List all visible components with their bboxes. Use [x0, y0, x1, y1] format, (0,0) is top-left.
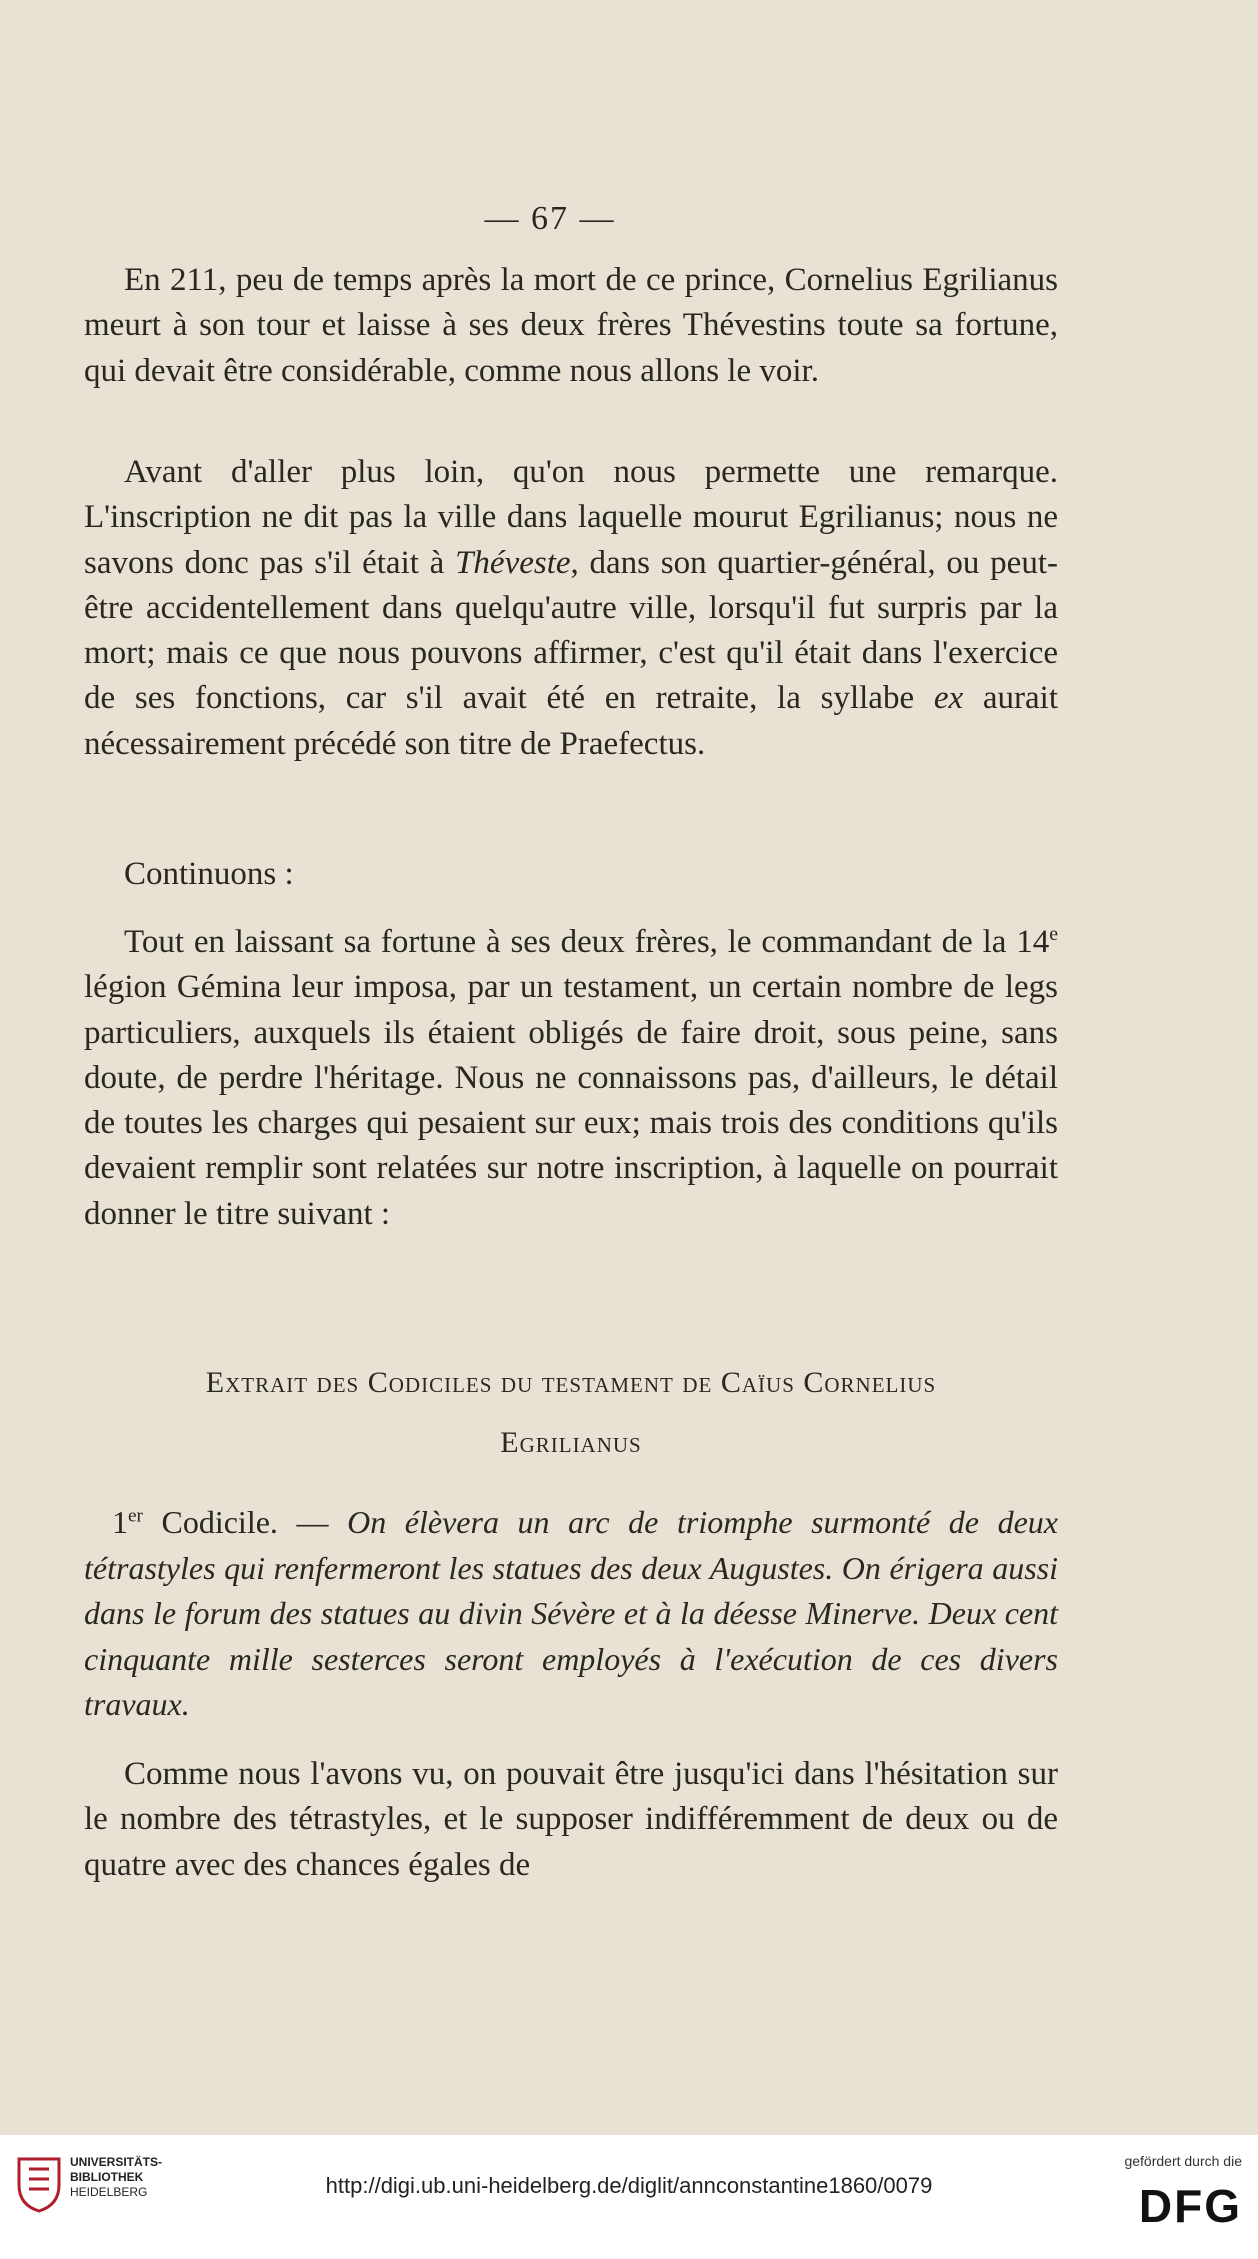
codicile-sup: er — [128, 1505, 143, 1527]
paragraph-2-part2: , dans son quartier-général, ou peut-être accidentellement dans quelqu'autre ville, lorsqu'il fut surpris par la mort; mais ce que nous pouvons affirmer, c'est qu'il était dans l'exercice de ses fonctions, car s'il avait été en retraite, la syllabe — [84, 544, 1058, 717]
ex-italic: ex — [933, 680, 964, 717]
section-heading — [84, 1353, 1058, 1473]
paragraph-4 — [84, 920, 1058, 1237]
paragraph-5 — [84, 1752, 1058, 1888]
paragraph-3 — [84, 852, 1058, 897]
codicile-paragraph — [84, 1500, 1058, 1728]
paragraph-1 — [84, 258, 1058, 394]
paragraph-4-sup: e — [1049, 923, 1058, 945]
funding-label: gefördert durch die — [1124, 2153, 1242, 2169]
page-number: — 67 — — [484, 200, 616, 237]
dfg-logo: DFG — [1138, 2180, 1242, 2232]
paragraph-4-part2: légion Gémina leur imposa, par un testament, un certain nombre de legs particuliers, auxquels ils étaient obligés de faire droit, sous peine, sans doute, de perdre l'héritage. Nous ne connaissons pas, d'ailleurs, le détail de toutes les charges qui pesaient sur eux; mais trois des conditions qu'ils devaient remplir sont relatées sur notre inscription, à laquelle on pourrait donner le titre suivant : — [84, 969, 1058, 1232]
source-url[interactable]: http://digi.ub.uni-heidelberg.de/diglit/annconstantine1860/0079 — [325, 2173, 933, 2198]
paragraph-2-part1: Avant d'aller plus loin, qu'on nous permette une remarque. L'inscription ne dit pas la ville dans laquelle mourut Egrilianus; nous ne savons donc pas s'il était à — [84, 454, 1058, 581]
theveste-italic: Théveste — [455, 544, 571, 581]
codicile-text: On élèvera un arc de triomphe surmonté de deux tétrastyles qui renfermeront les statues des deux Augustes. On érigera aussi dans le forum des statues au divin Sévère et à la déesse Minerve. Deux cent cinquante mille sesterces seront employés à l'exécution de ces divers travaux. — [84, 1504, 1059, 1722]
footer-bar — [0, 2135, 1258, 2259]
codicile-label: Codicile. — — [142, 1504, 348, 1540]
library-name: UNIVERSITÄTS- BIBLIOTHEK HEIDELBERG — [70, 2155, 163, 2199]
paragraph-4-part1: Tout en laissant sa fortune à ses deux frères, le commandant de la 14 — [124, 924, 1050, 960]
codicile-number: 1 — [112, 1504, 128, 1540]
paragraph-5-text: Comme nous l'avons vu, on pouvait être jusqu'ici dans l'hésitation sur le nombre des tétrastyles, et le supposer indifféremment de deux ou de quatre avec des chances égales de — [84, 1756, 1058, 1883]
paragraph-2-part3: aurait nécessairement précédé son titre de Praefectus. — [84, 680, 1059, 762]
paragraph-2 — [84, 450, 1058, 767]
paragraph-3-text: Continuons : — [124, 856, 294, 892]
paragraph-1-text: En 211, peu de temps après la mort de ce prince, Cornelius Egrilianus meurt à son tour et laisse à ses deux frères Thévestins toute sa fortune, qui devait être considérable, comme nous allons le voir. — [84, 262, 1058, 389]
heading-line-2: Egrilianus — [500, 1426, 642, 1459]
heading-line-1: Extrait des Codiciles du testament de Caïus Cornelius — [205, 1366, 937, 1399]
